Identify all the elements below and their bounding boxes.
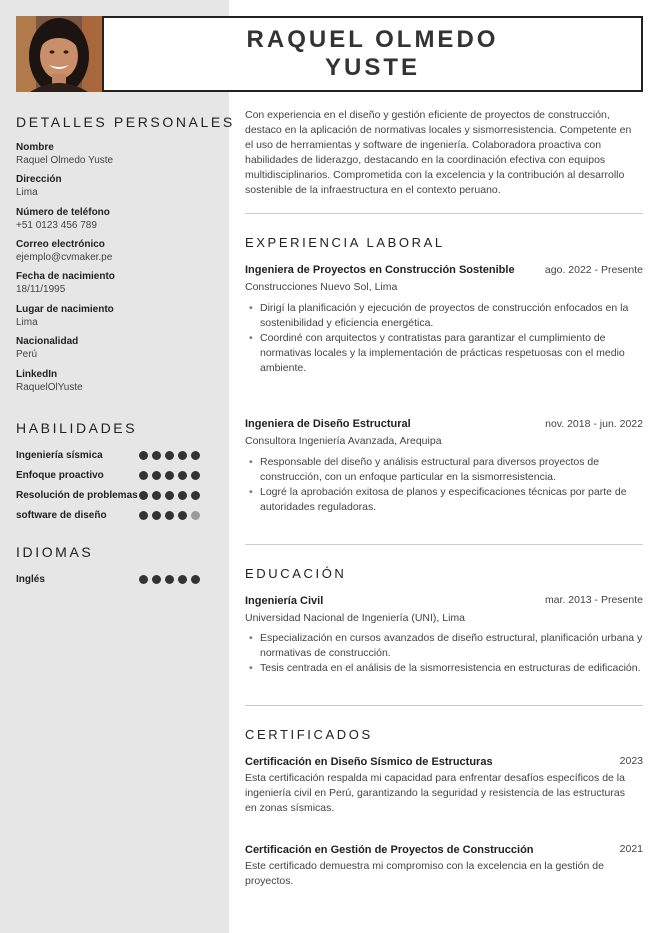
divider [245, 213, 643, 214]
detail-label: Lugar de nacimiento [16, 304, 114, 315]
detail-label: Número de teléfono [16, 207, 110, 218]
level-dot-filled [178, 451, 187, 460]
detail-label: Fecha de nacimiento [16, 271, 115, 282]
job-organization: Construcciones Nuevo Sol, Lima [245, 281, 398, 293]
level-dot-filled [139, 451, 148, 460]
list-item: • Responsable del diseño y análisis estructural para diversos proyectos de construcción, con un enfoque particular en la sismorresistencia. [260, 455, 658, 485]
certificate-description: Esta certificación respalda mi capacidad para enfrentar desafíos específicos de la ingeniería civil en Perú, garantizando la seguridad y resistencia de las estructuras en zonas sísmicas. [245, 772, 625, 814]
education-date: mar. 2013 - Presente [544, 594, 643, 606]
skill-level-dots [139, 491, 200, 500]
level-dot-filled [191, 575, 200, 584]
name-line-1: RAQUEL OLMEDO [246, 26, 499, 53]
job-organization: Consultora Ingeniería Avanzada, Arequipa [245, 435, 442, 447]
level-dot-filled [165, 451, 174, 460]
detail-label: Nacionalidad [16, 336, 79, 347]
level-dot-filled [191, 451, 200, 460]
detail-value: Lima [16, 317, 38, 328]
detail-label: Nombre [16, 142, 54, 153]
level-dot-filled [178, 511, 187, 520]
skill-name: software de diseño [16, 509, 107, 521]
job-title: Ingeniera de Diseño Estructural [245, 418, 411, 430]
list-item: • Coordiné con arquitectos y contratistas para garantizar el cumplimiento de normativas locales y la implementación de prácticas respetuosas con el medio ambiente. [260, 331, 658, 376]
detail-value: Lima [16, 187, 38, 198]
skills-heading: HABILIDADES [16, 420, 138, 436]
profile-summary: Con experiencia en el diseño y gestión eficiente de proyectos de construcción, destaco en la aplicación de normativas locales y sismorresistencia. Competente en el uso de herramientas y software de ingeniería. Colaboradora proactiva con habilidades de liderazgo, destacando en la coordinación efectiva con equipos multidisciplinarios. Comprometida con la excelencia y la contribución al desarrollo sostenible de la infraestructura en el contexto peruano. [245, 109, 632, 196]
level-dot-filled [165, 511, 174, 520]
level-dot-filled [139, 575, 148, 584]
job-date: ago. 2022 - Presente [544, 264, 643, 276]
job-date: nov. 2018 - jun. 2022 [545, 418, 643, 430]
level-dot-filled [178, 491, 187, 500]
level-dot-empty [191, 511, 200, 520]
profile-photo [16, 16, 102, 92]
skill-level-dots [139, 471, 200, 480]
certificate-date: 2023 [619, 755, 643, 767]
sidebar [0, 0, 229, 933]
level-dot-filled [165, 575, 174, 584]
detail-label: Correo electrónico [16, 239, 105, 250]
personal-details-heading: DETALLES PERSONALES [16, 114, 235, 130]
level-dot-filled [152, 511, 161, 520]
avatar [16, 16, 102, 92]
detail-label: LinkedIn [16, 369, 58, 380]
skill-level-dots [139, 451, 200, 460]
level-dot-filled [165, 471, 174, 480]
skill-row [16, 468, 200, 482]
skill-level-dots [139, 511, 200, 520]
level-dot-filled [152, 451, 161, 460]
level-dot-filled [139, 471, 148, 480]
education-bullets [245, 631, 658, 676]
detail-value: +51 0123 456 789 [16, 220, 97, 231]
detail-value: RaquelOlYuste [16, 382, 83, 393]
level-dot-filled [191, 471, 200, 480]
languages-heading: IDIOMAS [16, 544, 94, 560]
detail-value: 18/11/1995 [16, 284, 66, 295]
job-title: Ingeniera de Proyectos en Construcción Sostenible [245, 264, 515, 276]
detail-value: ejemplo@cvmaker.pe [16, 252, 113, 263]
skill-name: Resolución de problemas [16, 489, 138, 501]
experience-heading: EXPERIENCIA LABORAL [245, 235, 445, 250]
list-item: • Dirigí la planificación y ejecución de proyectos de construcción enfocados en la sostenibilidad y eficiencia energética. [260, 301, 658, 331]
language-level-dots [139, 575, 200, 584]
name-header [102, 16, 643, 92]
list-item: • Especialización en cursos avanzados de diseño estructural, planificación urbana y normativas de construcción. [260, 631, 658, 661]
education-heading: EDUCACIÓN [245, 566, 347, 581]
detail-value: Raquel Olmedo Yuste [16, 155, 114, 166]
skill-row [16, 448, 200, 462]
list-item: • Tesis centrada en el análisis de la sismorresistencia en estructuras de edificación. [260, 661, 658, 676]
language-row [16, 572, 200, 586]
level-dot-filled [152, 491, 161, 500]
level-dot-filled [191, 491, 200, 500]
divider [245, 705, 643, 706]
certificate-title: Certificación en Gestión de Proyectos de Construcción [245, 844, 534, 856]
job-bullets [245, 455, 658, 515]
name-line-2: YUSTE [324, 54, 420, 81]
level-dot-filled [178, 471, 187, 480]
detail-value: Perú [16, 349, 38, 360]
skill-name: Ingeniería sísmica [16, 449, 103, 461]
divider [245, 544, 643, 545]
skill-row [16, 488, 200, 502]
certificate-description: Este certificado demuestra mi compromiso con la excelencia en la gestión de proyectos. [245, 860, 604, 887]
level-dot-filled [178, 575, 187, 584]
certificate-date: 2021 [619, 843, 643, 855]
level-dot-filled [165, 491, 174, 500]
certificate-title: Certificación en Diseño Sísmico de Estructuras [245, 756, 493, 768]
detail-label: Dirección [16, 174, 62, 185]
job-bullets [245, 301, 658, 376]
education-institution: Universidad Nacional de Ingeniería (UNI), Lima [245, 612, 466, 624]
certificates-heading: CERTIFICADOS [245, 727, 373, 742]
level-dot-filled [152, 575, 161, 584]
list-item: • Logré la aprobación exitosa de planos y especificaciones técnicas por parte de autoridades reguladoras. [260, 485, 658, 515]
skill-row [16, 508, 200, 522]
level-dot-filled [139, 511, 148, 520]
language-name: Inglés [16, 573, 45, 585]
level-dot-filled [152, 471, 161, 480]
level-dot-filled [139, 491, 148, 500]
education-title: Ingeniería Civil [245, 595, 324, 607]
skill-name: Enfoque proactivo [16, 469, 104, 481]
